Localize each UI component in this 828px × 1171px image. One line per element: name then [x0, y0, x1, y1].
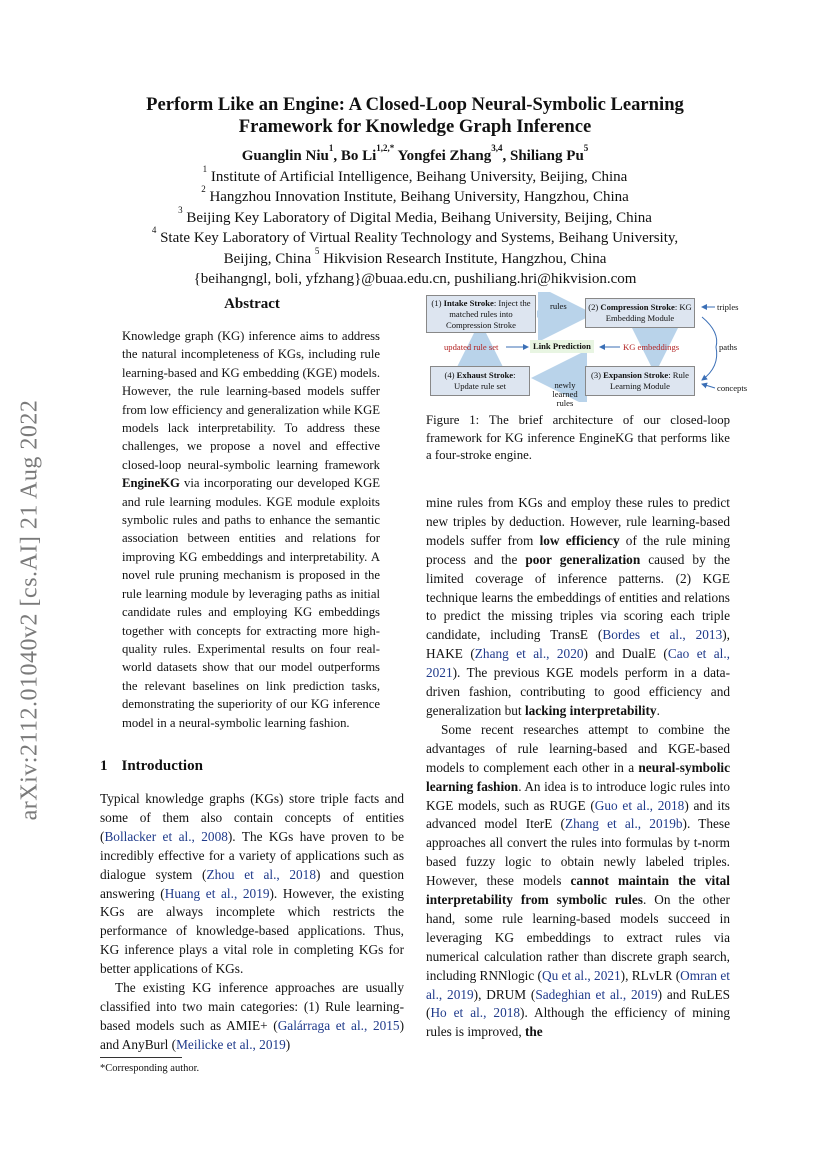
citation-link[interactable]: Guo et al., 2018 — [594, 797, 685, 813]
citation-link[interactable]: Zhou et al., 2018 — [206, 866, 316, 882]
author-emails: {beihangngl, boli, yfzhang}@buaa.edu.cn, pushiliang.hri@hikvision.com — [193, 271, 637, 287]
expansion-stroke-box: (3) Expansion Stroke: Rule Learning Module — [585, 366, 695, 396]
paragraph: Some recent researches attempt to combine the advantages of rule learning-based and KGE-based models to complement each other in a neural-symbolic learning fashion. An idea is to introduce logic rules into KGE models, such as RUGE (Guo et al., 2018) and its advanced model IterE (Zhang et al., 2019b). These approaches all convert the rules into formulas by t-norm based fuzzy logic to obtain newly labeled triples. However, these models cannot maintain the vital interpretability from symbolic rules. On the other hand, some rule learning-based models succeed in leveraging KG embeddings to extract rules via numerical calculation rather than discrete graph search, including RNNlogic (Qu et al., 2021), RLvLR (Omran et al., 2019), DRUM (Sadeghian et al., 2019) and RuLES (Ho et al., 2018). Although the efficiency of mining rules is improved, the — [426, 721, 731, 1040]
label-concepts: concepts — [717, 383, 748, 393]
label-kg-embeddings: KG embeddings — [623, 342, 680, 352]
citation-link[interactable]: Cao et al., 2021 — [426, 646, 730, 681]
citation-link[interactable]: Qu et al., 2021 — [541, 967, 621, 983]
footnote-rule — [100, 1057, 182, 1058]
affiliation: Beijing, China $^5$ Hikvision Research Institute, Hangzhou, China — [223, 245, 607, 267]
left-column-body — [100, 790, 404, 1055]
author-names: Guanglin Niu$^1$, Bo $Li^{1,2,*}$ Yongfei Zhang$^{3,4}$, Shiliang Pu$^5$ — [241, 143, 589, 164]
label-updated-rule-set: updated rule set — [444, 342, 499, 352]
right-column-body — [426, 494, 730, 1042]
arxiv-identifier: arXiv:2112.01040v2 [cs.AI] 21 Aug 2022 — [16, 399, 43, 821]
label-rules: rules — [550, 301, 567, 311]
author: Yongfei Zhang — [397, 148, 492, 164]
abstract-body: Knowledge graph (KG) inference aims to address the natural incompleteness of KGs, including rule learning-based and KG embedding (KGE) models. However, the rule learning-based models suffer from low efficiency and generalization while KGE models lack interpretability. To address these challenges, we propose a novel and effective closed-loop neural-symbolic learning framework EngineKG via incorporating our developed KGE and rule learning modules. KGE module exploits symbolic rules and paths to enhance the semantic association between entities and relations for improving KG embeddings and interpretability. A novel rule pruning mechanism is proposed in the rule learning module by leveraging paths as initial candidate rules and employing KG embeddings together with concepts for extracting more high-quality rules. Experimental results on four real-world datasets show that our model outperforms the relevant baselines on link prediction tasks, demonstrating the superiority of our KG inference model in a neural-symbolic learning fashion. — [122, 329, 380, 730]
affiliation: $^2$ Hangzhou Innovation Institute, Beihang University, Hangzhou, China — [201, 184, 629, 205]
paragraph: mine rules from KGs and employ these rules to predict new triples by deduction. However, rule learning-based models suffer from low efficiency of the rule mining process and the poor generalization caused by the limited coverage of inference patterns. (2) KGE technique learns the embeddings of entities and relations to predict the missing triples via scoring each triple candidate, including TransE (Bordes et al., 2013), HAKE (Zhang et al., 2020) and DualE (Cao et al., 2021). The previous KGE models perform in a data-driven fashion, contributing to good efficiency and generalization but lacking interpretability. — [426, 495, 731, 718]
arxiv-sidebar — [8, 330, 52, 890]
affiliation: $^1$ Institute of Artificial Intelligence, Beihang University, Beijing, China — [202, 163, 628, 185]
intake-stroke-box: (1) Intake Stroke: Inject the matched rules into Compression Stroke — [426, 295, 536, 333]
paper-title: Perform Like an Engine: A Closed-Loop Neural-Symbolic Learning Framework for Knowledge Graph Inference — [146, 94, 684, 137]
author: Bo Li — [340, 148, 377, 164]
citation-link[interactable]: Huang et al., 2019 — [164, 885, 270, 901]
figure-caption: Figure 1: The brief architecture of our closed-loop framework for KG inference EngineKG that performs like a four-stroke engine. — [426, 413, 730, 463]
author: Guanglin Niu — [241, 148, 329, 164]
paragraph: Typical knowledge graphs (KGs) store triple facts and some of them also contain concepts of entities (Bollacker et al., 2008). The KGs have proven to be incredibly effective for a variety of applications such as dialogue system (Zhou et al., 2018) and question answering (Huang et al., 2019). However, the existing KGs are always incomplete which restricts the performance of knowledge-based applications. Thus, KG inference plays a vital role in completing KGs for better applications of KGs. — [100, 791, 405, 977]
citation-link[interactable]: Zhang et al., 2019b — [564, 816, 683, 832]
citation-link[interactable]: Ho et al., 2018 — [430, 1005, 521, 1021]
compression-stroke-box: (2) Compression Stroke: KG Embedding Module — [585, 298, 695, 328]
citation-link[interactable]: Bollacker et al., 2008 — [104, 828, 228, 844]
citation-link[interactable]: Sadeghian et al., 2019 — [535, 986, 658, 1002]
citation-link[interactable]: Meilicke et al., 2019 — [176, 1036, 286, 1052]
exhaust-stroke-box: (4) Exhaust Stroke: Update rule set — [430, 366, 530, 396]
author: Shiliang Pu — [510, 148, 584, 164]
citation-link[interactable]: Galárraga et al., 2015 — [277, 1017, 400, 1033]
section-heading-introduction: 1 Introduction — [100, 758, 203, 774]
label-paths: paths — [719, 342, 738, 352]
label-link-prediction: Link Prediction — [530, 340, 594, 353]
label-newly-learned-rules: newly learned rules — [552, 380, 578, 408]
citation-link[interactable]: Omran et al., 2019 — [426, 967, 730, 1002]
affiliation: $^3$ Beijing Key Laboratory of Digital Media, Beihang University, Beijing, China — [178, 204, 652, 226]
citation-link[interactable]: Zhang et al., 2020 — [474, 646, 584, 662]
abstract-heading: Abstract — [224, 296, 280, 312]
label-triples: triples — [717, 302, 739, 312]
affiliation: $^4$ State Key Laboratory of Virtual Reality Technology and Systems, Beihang University, — [151, 225, 679, 246]
paragraph: The existing KG inference approaches are usually classified into two main categories: (1) Rule learning-based models such as AMIE+ (Galárraga et al., 2015) and AnyBurl (Meilicke et al., 2019) — [100, 980, 404, 1052]
citation-link[interactable]: Bordes et al., 2013 — [602, 627, 723, 643]
figure-architecture — [420, 292, 750, 408]
author-block — [90, 143, 740, 290]
footnote: *Corresponding author. — [100, 1063, 200, 1074]
